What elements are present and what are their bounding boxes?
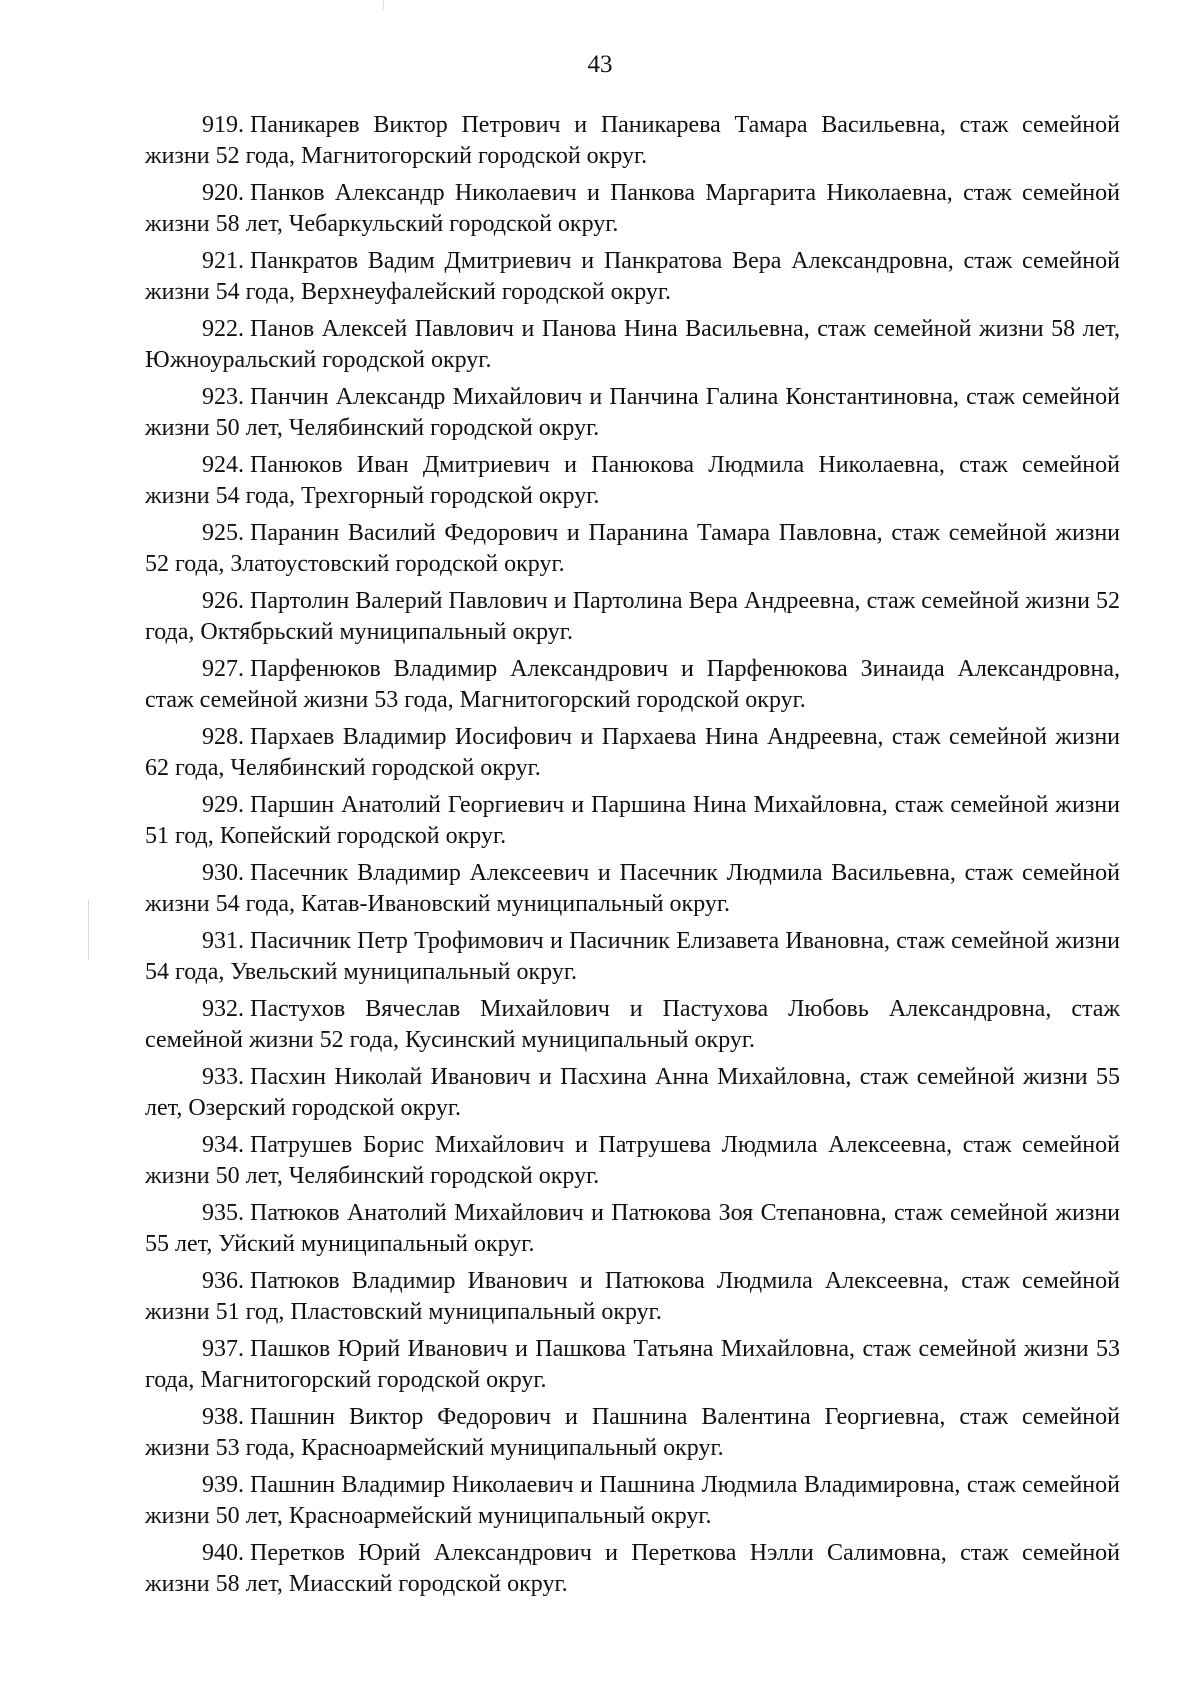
entry-number: 924. bbox=[202, 452, 244, 478]
list-item bbox=[145, 586, 1120, 648]
list-item bbox=[145, 1198, 1120, 1260]
entry-number: 925. bbox=[202, 520, 244, 546]
entry-number: 930. bbox=[202, 860, 244, 886]
list-item bbox=[145, 178, 1120, 240]
entry-text: Паникарев Виктор Петрович и Паникарева Тамара Васильевна, стаж семейной жизни 52 года, Магнитогорский городской округ. bbox=[145, 112, 1120, 169]
entry-text: Пасхин Николай Иванович и Пасхина Анна Михайловна, стаж семейной жизни 55 лет, Озерский городской округ. bbox=[145, 1064, 1120, 1121]
list-item bbox=[145, 518, 1120, 580]
entry-number: 927. bbox=[202, 656, 244, 682]
list-item bbox=[145, 994, 1120, 1056]
entry-number: 923. bbox=[202, 384, 244, 410]
entry-text: Пашнин Виктор Федорович и Пашнина Валентина Георгиевна, стаж семейной жизни 53 года, Красноармейский муниципальный округ. bbox=[145, 1404, 1120, 1461]
entry-text: Патрушев Борис Михайлович и Патрушева Людмила Алексеевна, стаж семейной жизни 50 лет, Челябинский городской округ. bbox=[145, 1132, 1120, 1189]
list-item bbox=[145, 1470, 1120, 1532]
entry-text: Панов Алексей Павлович и Панова Нина Васильевна, стаж семейной жизни 58 лет, Южноуральский городской округ. bbox=[145, 316, 1120, 373]
entry-number: 926. bbox=[202, 588, 244, 614]
list-item bbox=[145, 246, 1120, 308]
entry-number: 938. bbox=[202, 1404, 244, 1430]
page-number: 43 bbox=[587, 51, 613, 78]
entry-number: 928. bbox=[202, 724, 244, 750]
list-item bbox=[145, 1334, 1120, 1396]
entry-text: Панчин Александр Михайлович и Панчина Галина Константиновна, стаж семейной жизни 50 лет, Челябинский городской округ. bbox=[145, 384, 1120, 441]
entry-text: Патюков Владимир Иванович и Патюкова Людмила Алексеевна, стаж семейной жизни 51 год, Пластовский муниципальный округ. bbox=[145, 1268, 1120, 1325]
list-item bbox=[145, 314, 1120, 376]
entry-text: Пастухов Вячеслав Михайлович и Пастухова Любовь Александровна, стаж семейной жизни 52 года, Кусинский муниципальный округ. bbox=[145, 996, 1120, 1053]
entry-text: Панюков Иван Дмитриевич и Панюкова Людмила Николаевна, стаж семейной жизни 54 года, Трехгорный городской округ. bbox=[145, 452, 1120, 509]
entry-text: Парфенюков Владимир Александрович и Парфенюкова Зинаида Александровна, стаж семейной жизни 53 года, Магнитогорский городской округ. bbox=[145, 656, 1120, 713]
entry-number: 920. bbox=[202, 180, 244, 206]
scan-artifact bbox=[88, 900, 89, 960]
list-item bbox=[145, 382, 1120, 444]
entry-list bbox=[145, 110, 1120, 1606]
list-item bbox=[145, 450, 1120, 512]
entry-text: Пасечник Владимир Алексеевич и Пасечник Людмила Васильевна, стаж семейной жизни 54 года, Катав-Ивановский муниципальный округ. bbox=[145, 860, 1120, 917]
list-item bbox=[145, 110, 1120, 172]
entry-number: 933. bbox=[202, 1064, 244, 1090]
entry-number: 921. bbox=[202, 248, 244, 274]
list-item bbox=[145, 1062, 1120, 1124]
entry-text: Пашков Юрий Иванович и Пашкова Татьяна Михайловна, стаж семейной жизни 53 года, Магнитогорский городской округ. bbox=[145, 1336, 1120, 1393]
scan-artifact bbox=[383, 0, 384, 10]
entry-number: 939. bbox=[202, 1472, 244, 1498]
entry-number: 919. bbox=[202, 112, 244, 138]
entry-text: Партолин Валерий Павлович и Партолина Вера Андреевна, стаж семейной жизни 52 года, Октябрьский муниципальный округ. bbox=[145, 588, 1120, 645]
entry-number: 940. bbox=[202, 1540, 244, 1566]
list-item bbox=[145, 654, 1120, 716]
entry-text: Паршин Анатолий Георгиевич и Паршина Нина Михайловна, стаж семейной жизни 51 год, Копейский городской округ. bbox=[145, 792, 1120, 849]
entry-number: 936. bbox=[202, 1268, 244, 1294]
entry-number: 934. bbox=[202, 1132, 244, 1158]
entry-number: 932. bbox=[202, 996, 244, 1022]
entry-text: Перетков Юрий Александрович и Переткова Нэлли Салимовна, стаж семейной жизни 58 лет, Миасский городской округ. bbox=[145, 1540, 1120, 1597]
entry-text: Паранин Василий Федорович и Паранина Тамара Павловна, стаж семейной жизни 52 года, Златоустовский городской округ. bbox=[145, 520, 1120, 577]
entry-text: Пасичник Петр Трофимович и Пасичник Елизавета Ивановна, стаж семейной жизни 54 года, Увельский муниципальный округ. bbox=[145, 928, 1120, 985]
entry-text: Пархаев Владимир Иосифович и Пархаева Нина Андреевна, стаж семейной жизни 62 года, Челябинский городской округ. bbox=[145, 724, 1120, 781]
list-item bbox=[145, 1266, 1120, 1328]
entry-number: 922. bbox=[202, 316, 244, 342]
entry-text: Пашнин Владимир Николаевич и Пашнина Людмила Владимировна, стаж семейной жизни 50 лет, Красноармейский муниципальный округ. bbox=[145, 1472, 1120, 1529]
entry-number: 937. bbox=[202, 1336, 244, 1362]
entry-number: 931. bbox=[202, 928, 244, 954]
list-item bbox=[145, 858, 1120, 920]
list-item bbox=[145, 1538, 1120, 1600]
list-item bbox=[145, 722, 1120, 784]
list-item bbox=[145, 1130, 1120, 1192]
entry-text: Панкратов Вадим Дмитриевич и Панкратова Вера Александровна, стаж семейной жизни 54 года, Верхнеуфалейский городской округ. bbox=[145, 248, 1120, 305]
list-item bbox=[145, 926, 1120, 988]
entry-number: 935. bbox=[202, 1200, 244, 1226]
list-item bbox=[145, 790, 1120, 852]
list-item bbox=[145, 1402, 1120, 1464]
entry-text: Патюков Анатолий Михайлович и Патюкова Зоя Степановна, стаж семейной жизни 55 лет, Уйский муниципальный округ. bbox=[145, 1200, 1120, 1257]
entry-text: Панков Александр Николаевич и Панкова Маргарита Николаевна, стаж семейной жизни 58 лет, Чебаркульский городской округ. bbox=[145, 180, 1120, 237]
entry-number: 929. bbox=[202, 792, 244, 818]
